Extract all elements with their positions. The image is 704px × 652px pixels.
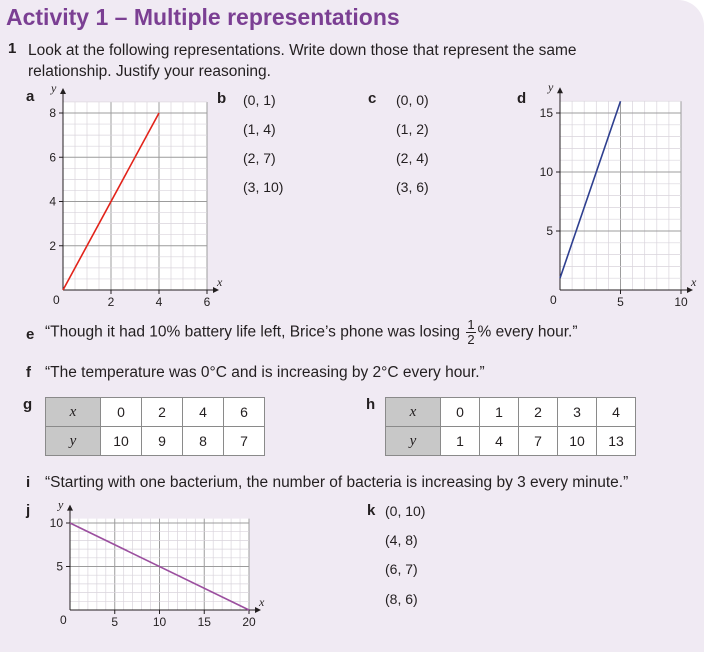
origin-label: 0 [550, 293, 557, 307]
table-g-cell: 10 [101, 427, 142, 456]
label-h: h [366, 396, 376, 413]
k-pair-1: (0, 10) [385, 503, 426, 519]
label-i: i [26, 474, 31, 491]
table-h-cell: 1 [480, 398, 519, 427]
y-tick-label: 15 [539, 106, 553, 120]
graph-j [40, 497, 280, 642]
table-h-cell: 2 [519, 398, 558, 427]
table-g-cell: 8 [183, 427, 224, 456]
table-g-row-y [46, 427, 265, 456]
x-tick-label: 10 [674, 295, 688, 309]
label-c: c [368, 90, 377, 107]
fraction-denominator: 2 [467, 332, 475, 347]
x-axis-letter: x [217, 275, 223, 289]
x-tick-label: 20 [242, 615, 256, 629]
table-g-row-x [46, 398, 265, 427]
b-pair-1: (0, 1) [243, 92, 276, 108]
y-tick-label: 2 [49, 238, 56, 253]
x-tick-label: 5 [617, 295, 624, 309]
activity-title: Activity 1 – Multiple representations [6, 4, 400, 30]
c-pair-3: (2, 4) [396, 150, 429, 166]
x-tick-label: 6 [203, 295, 211, 309]
table-h-row-x [386, 398, 636, 427]
statement-i: “Starting with one bacterium, the number of bacteria is increasing by 3 every minute.” [45, 474, 629, 491]
c-pair-4: (3, 6) [396, 179, 429, 195]
y-tick-label: 6 [49, 150, 56, 165]
question-text: Look at the following representations. Write down those that represent the same relationship. Justify your reasoning. [28, 42, 577, 80]
origin-label: 0 [53, 293, 60, 307]
table-h-cell: 1 [441, 427, 480, 456]
statement-e-after: % every hour.” [477, 323, 578, 341]
table-h-cell: 7 [519, 427, 558, 456]
table-h-cell: 0 [441, 398, 480, 427]
x-tick-label: 10 [152, 615, 167, 629]
x-axis-letter: x [259, 595, 265, 609]
b-pair-4: (3, 10) [243, 179, 284, 195]
k-pair-2: (4, 8) [385, 532, 418, 548]
c-pair-1: (0, 0) [396, 92, 429, 108]
label-e: e [26, 326, 35, 343]
k-pair-3: (6, 7) [385, 561, 418, 577]
y-axis-arrow [67, 505, 73, 511]
label-j: j [26, 502, 31, 519]
y-tick-label: 5 [546, 224, 553, 238]
statement-e [45, 318, 577, 347]
table-h-cell: 3 [558, 398, 597, 427]
label-b: b [217, 90, 227, 107]
table-h [385, 397, 636, 456]
x-axis-letter: x [691, 275, 697, 289]
table-h-x-header: x [386, 398, 441, 427]
y-tick-label: 10 [539, 165, 553, 179]
table-g-cell: 6 [224, 398, 265, 427]
b-pair-3: (2, 7) [243, 150, 276, 166]
origin-label: 0 [60, 613, 67, 627]
statement-e-before: “Though it had 10% battery life left, Brice’s phone was losing [45, 323, 465, 341]
x-tick-label: 15 [197, 615, 211, 629]
y-axis-letter: y [58, 497, 64, 512]
table-h-cell: 10 [558, 427, 597, 456]
label-g: g [23, 396, 33, 413]
table-h-cell: 4 [597, 398, 636, 427]
table-g-cell: 9 [142, 427, 183, 456]
table-g-y-header: y [46, 427, 101, 456]
y-axis-letter: y [548, 80, 554, 95]
table-g-cell: 7 [224, 427, 265, 456]
fraction-half [466, 318, 475, 347]
y-tick-label: 4 [49, 194, 56, 209]
table-g-cell: 0 [101, 398, 142, 427]
label-k: k [367, 502, 376, 519]
c-pair-2: (1, 2) [396, 121, 429, 137]
graph-d [530, 80, 700, 315]
x-tick-label: 2 [107, 295, 115, 309]
y-tick-label: 10 [49, 516, 63, 530]
table-h-row-y [386, 427, 636, 456]
table-h-cell: 13 [597, 427, 636, 456]
fraction-numerator: 1 [467, 317, 475, 332]
label-f: f [26, 364, 31, 381]
table-h-y-header: y [386, 427, 441, 456]
label-a: a [26, 88, 35, 105]
table-g [45, 397, 265, 456]
statement-f: “The temperature was 0°C and is increasing by 2°C every hour.” [45, 364, 485, 381]
table-h-cell: 4 [480, 427, 519, 456]
graph-a [36, 80, 236, 315]
k-pair-4: (8, 6) [385, 591, 418, 607]
table-g-cell: 2 [142, 398, 183, 427]
question-number: 1 [8, 40, 17, 57]
y-axis-letter: y [51, 80, 57, 95]
x-tick-label: 4 [155, 295, 163, 309]
table-g-x-header: x [46, 398, 101, 427]
x-tick-label: 5 [111, 615, 119, 629]
y-tick-label: 8 [49, 106, 56, 120]
label-d: d [517, 90, 527, 107]
table-g-cell: 4 [183, 398, 224, 427]
b-pair-2: (1, 4) [243, 121, 276, 137]
y-tick-label: 5 [56, 559, 63, 574]
